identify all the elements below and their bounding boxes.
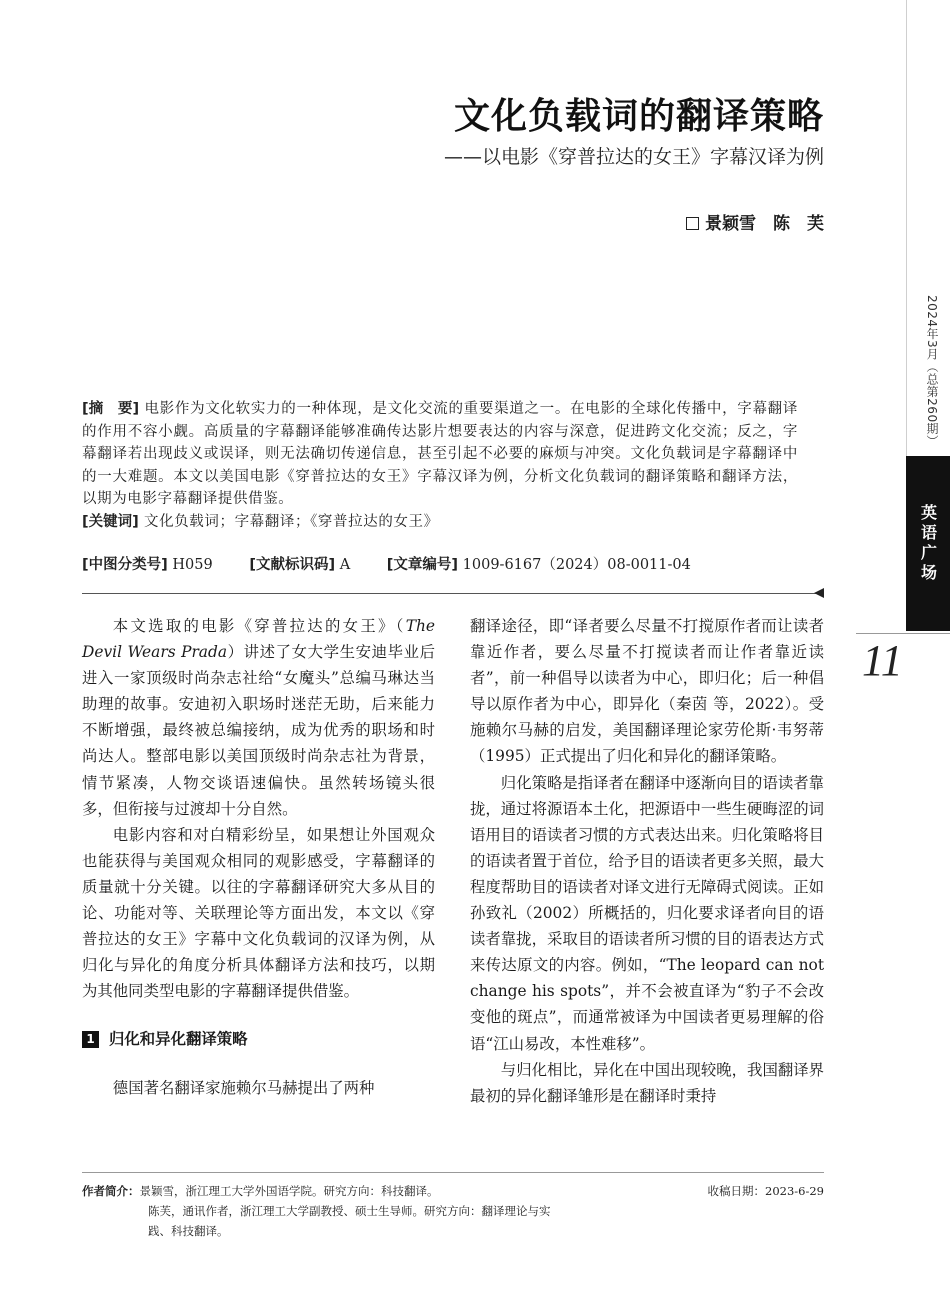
doc-code-value: A [339,557,351,573]
author-names: 景颖雪 陈 芙 [705,214,824,234]
clc-item [82,553,213,574]
author-info [82,1181,824,1241]
paragraph: 德国著名翻译家施赖尔马赫提出了两种 [112,1078,375,1097]
author-box-icon [686,217,699,230]
doc-code-label: [文献标识码] [249,557,336,573]
doc-code-item [249,553,350,574]
section-title: 归化和异化翻译策略 [109,1030,248,1049]
abstract-label: [摘 要] [82,401,140,417]
section-heading [82,1026,435,1052]
classification-row [82,553,798,574]
article-title: 文化负载词的翻译策略 [453,95,824,137]
abstract-separator [82,593,818,594]
film-title-english: The Devil Wears Prada [82,617,435,662]
paragraph: 翻译途径，即“译者要么尽量不打搅原作者而让读者靠近作者，要么尽量不打搅读者而让作者靠近读者”，前一种倡导以读者为中心，即归化；后一种倡导以原作者为中心，即异化（秦茵 等，2022）。受施赖尔马赫的启发，美国翻译理论家劳伦斯·韦努蒂（1995）正式提出了归化和异化的翻译策略。 [470,617,824,766]
article-subtitle: ——以电影《穿普拉达的女王》字幕汉译为例 [443,146,824,168]
text-run: ）讲述了女大学生安迪毕业后进入一家顶级时尚杂志社给“女魔头”总编马琳达当助理的故事。安迪初入职场时迷茫无助，后来能力不断增强，最终被总编接纳，成为优秀的职场和时尚达人。整部电影以美国顶级时尚杂志社为背景，情节紧凑，人物交谈语速偏快。虽然转场镜头很多，但衔接与过渡却十分自然。 [82,643,435,818]
author1-info: 景颖雪，浙江理工大学外国语学院。研究方向：科技翻译。 [139,1184,439,1198]
keywords-text: 文化负载词；字幕翻译；《穿普拉达的女王》 [143,513,439,530]
abstract-body [82,398,798,511]
separator-arrow-icon [814,588,824,598]
text-run: 本文选取的电影《穿普拉达的女王》（ [112,617,406,635]
paragraph: 与归化相比，异化在中国出现较晚，我国翻译界最初的异化翻译雏形是在翻译时秉持 [470,1060,825,1105]
abstract [82,398,798,534]
footer-rule [82,1172,824,1173]
author2-info-line1: 陈芙，通讯作者，浙江理工大学副教授、硕士生导师。研究方向：翻译理论与实 [148,1204,551,1218]
article-number-item [387,553,691,574]
received-date: 收稿日期：2023-6-29 [707,1184,824,1198]
authors [560,209,824,234]
paragraph: 电影内容和对白精彩纷呈，如果想让外国观众也能获得与美国观众相同的观影感受，字幕翻译的质量就十分关键。以往的字幕翻译研究大多从目的论、功能对等、关联理论等方面出发，本文以《穿普拉达的女王》字幕中文化负载词的汉译为例，从归化与异化的角度分析具体翻译方法和技巧，以期为其他同类型电影的字幕翻译提供借鉴。 [82,825,435,1001]
footer-row [82,1181,824,1201]
author2-info-line2: 践、科技翻译。 [148,1224,229,1238]
abstract-text: 电影作为文化软实力的一种体现，是文化交流的重要渠道之一。在电影的全球化传播中，字幕翻译的作用不容小觑。高质量的字幕翻译能够准确传达影片想要表达的内容与深意，促进跨文化交流；反之，字幕翻译若出现歧义或误译，则无法确切传递信息，甚至引起不必要的麻烦与冲突。文化负载词是字幕翻译中的一大难题。本文以美国电影《穿普拉达的女王》字幕汉译为例，分析文化负载词的翻译策略和翻译方法，以期为电影字幕翻译提供借鉴。 [82,401,798,508]
article-number-value: 1009-6167（2024）08-0011-04 [462,557,691,573]
issue-date: 2024年3月（总第260期） [925,294,939,448]
page-number-rule [856,633,950,634]
clc-value: H059 [172,557,213,573]
section-number: 1 [82,1031,99,1048]
article-number-label: [文章编号] [386,557,459,573]
section-tab: 英语广场 [906,456,950,631]
body-column-right [470,613,824,1109]
keywords-label: [关键词] [82,513,139,530]
paragraph: 归化策略是指译者在翻译中逐渐向目的语读者靠拢，通过将源语本土化，把源语中一些生硬晦涩的词语用目的语读者习惯的方式表达出来。归化策略将目的语读者置于首位，给予目的语读者更多关照，最大程度帮助目的语读者对译文进行无障碍式阅读。正如孙致礼（2002）所概括的，归化要求译者向目的语读者靠拢，采取目的语读者所习惯的目的语表达方式来传达原文的内容。例如，“The leopard can not change his spots”，并不会被直译为“豹子不会改变他的斑点”，而通常被译为中国读者更易理解的俗语“江山易改，本性难移”。 [470,773,825,1053]
keywords [82,511,798,534]
paragraph [82,613,435,822]
body-column-left [82,613,435,1101]
page-number: 11 [862,636,903,685]
clc-label: [中图分类号] [82,557,168,573]
author-info-label: 作者简介： [82,1184,140,1198]
